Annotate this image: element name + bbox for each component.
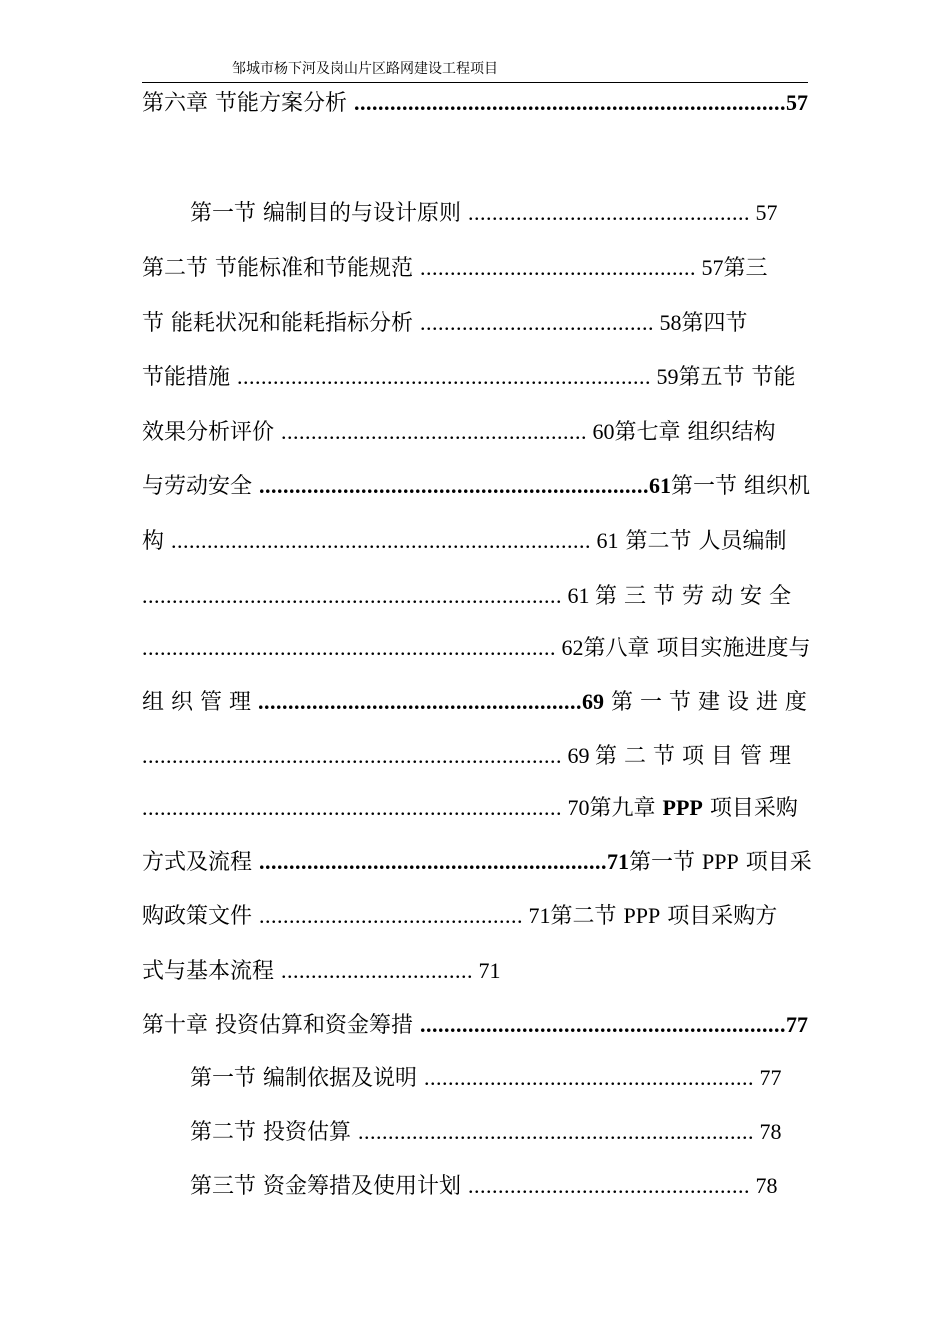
toc-ch10-sec2[interactable]: 第二节 投资估算 .................................................................. 78 — [190, 1119, 782, 1145]
toc-ch7-sec3[interactable]: ..................................................................... 62第八章 项目实施进度与 — [142, 635, 811, 661]
toc-ch9-sec1[interactable]: 购政策文件 ............................................ 71第二节 PPP 项目采购方 — [142, 903, 778, 929]
toc-chapter-8[interactable]: 组 织 管 理 ......................................................69 第 一 节 建 设 进 度 — [142, 689, 807, 715]
toc-ch6-sec3[interactable]: 节 能耗状况和能耗指标分析 ....................................... 58第四节 — [142, 310, 748, 336]
toc-ch10-sec1[interactable]: 第一节 编制依据及说明 ....................................................... 77 — [190, 1065, 782, 1091]
toc-chapter-7[interactable]: 与劳动安全 .................................................................61第一节 组织机 — [142, 473, 810, 499]
toc-chapter-9[interactable]: 方式及流程 ..........................................................71第一节 PPP 项目采 — [142, 849, 812, 875]
toc-ch10-sec3[interactable]: 第三节 资金筹措及使用计划 ............................................... 78 — [190, 1173, 778, 1199]
toc-ch6-sec1[interactable]: 第一节 编制目的与设计原则 ............................................... 57 — [190, 200, 778, 226]
toc-ch7-sec2[interactable]: ...................................................................... 61 第 三 节 劳 动 安 全 — [142, 583, 791, 609]
toc-ch8-sec2[interactable]: ...................................................................... 70第九章 PPP 项目采购 — [142, 795, 798, 821]
toc-chapter-10[interactable]: 第十章 投资估算和资金筹措 .............................................................77 — [142, 1012, 808, 1038]
toc-ch6-sec4[interactable]: 节能措施 ..................................................................... 59第五节 节能 — [142, 364, 796, 390]
toc-ch7-sec1[interactable]: 构 ...................................................................... 61 第二节 人员编制 — [142, 528, 787, 554]
toc-ch6-sec2[interactable]: 第二节 节能标准和节能规范 .............................................. 57第三 — [142, 255, 768, 281]
header-divider — [142, 82, 808, 83]
toc-ch8-sec1[interactable]: ...................................................................... 69 第 二 节 项 目 管 理 — [142, 743, 791, 769]
toc-ch6-sec5[interactable]: 效果分析评价 ................................................... 60第七章 组织结构 — [142, 419, 776, 445]
header-title: 邹城市杨下河及岗山片区路网建设工程项目 — [232, 61, 498, 77]
toc-chapter-6[interactable]: 第六章 节能方案分析 ........................................................................57 — [142, 90, 808, 116]
toc-ch9-sec2[interactable]: 式与基本流程 ................................ 71 — [142, 958, 501, 984]
